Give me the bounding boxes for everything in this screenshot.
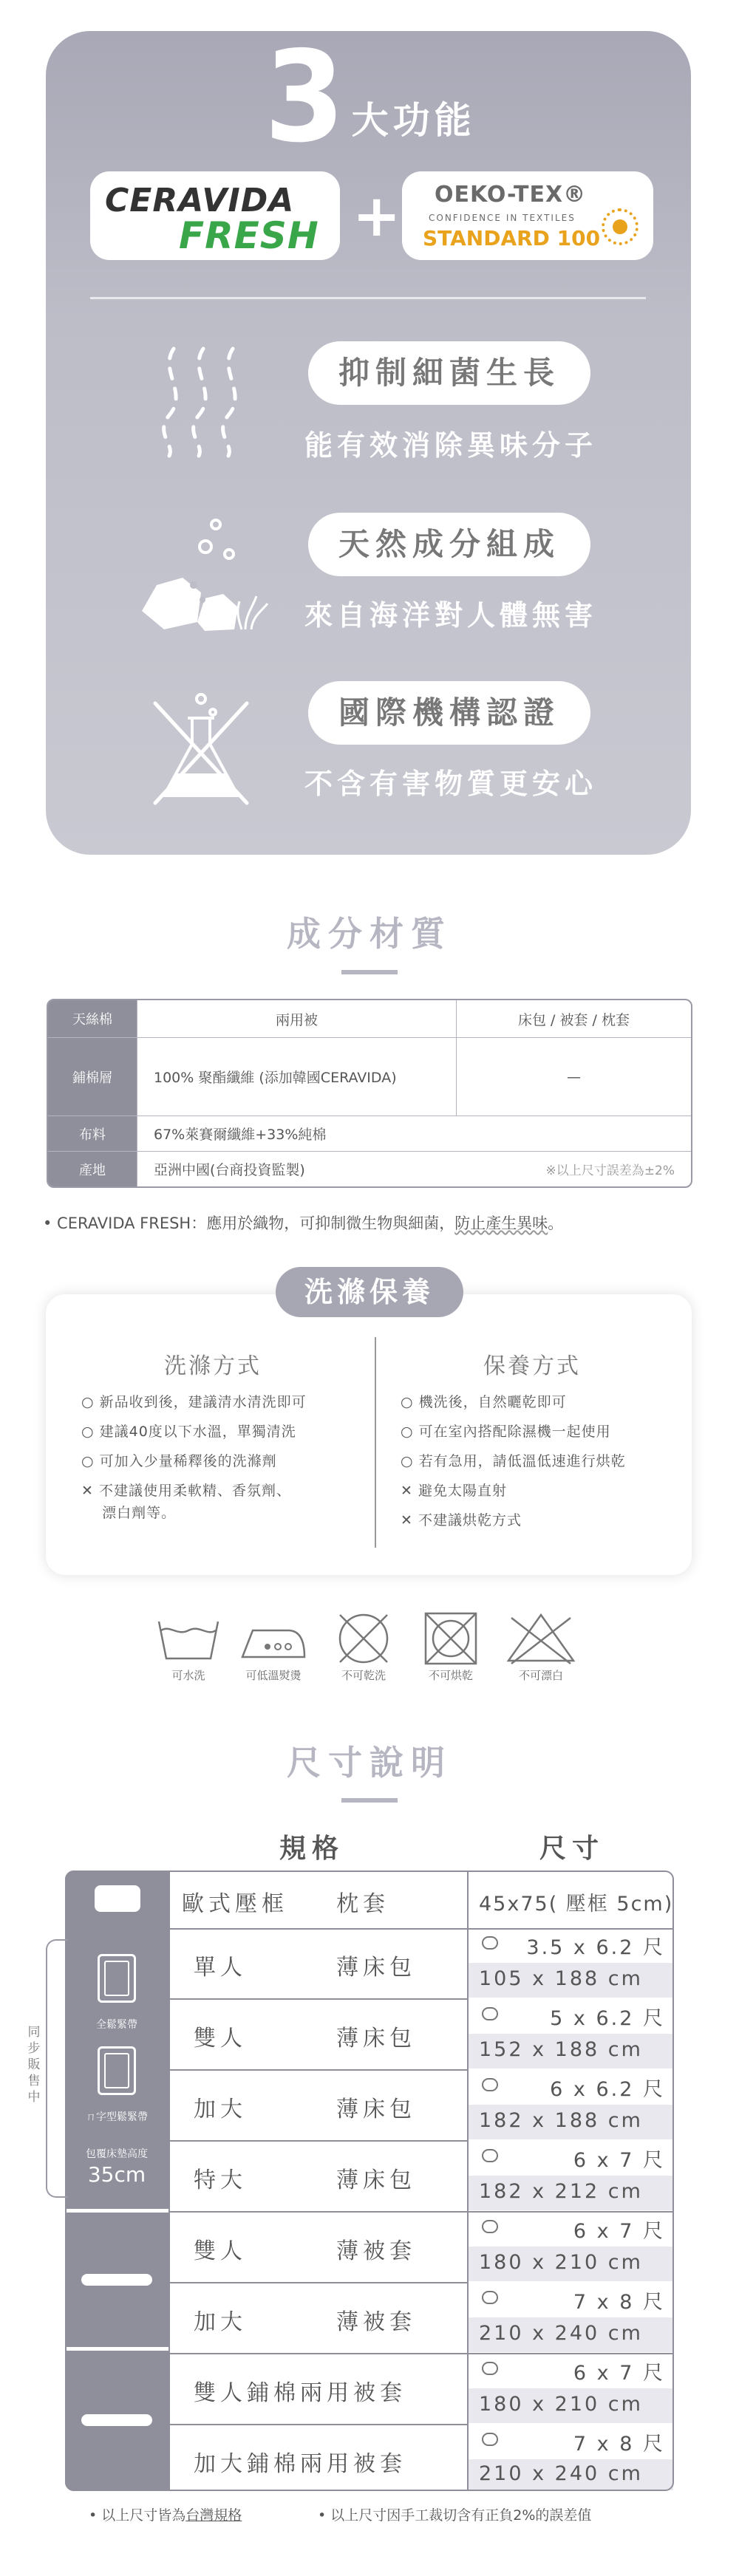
size-dim-2: 210 x 240 cm (479, 2322, 643, 2345)
keep-item: ○ 若有急用，請低溫低速進行烘乾 (401, 1453, 626, 1469)
spec-name: 加大 (194, 2097, 247, 2122)
no-bleach-label: 不可漂白 (518, 1669, 563, 1682)
oeko-confidence: CONFIDENCE IN TEXTILES (429, 213, 576, 223)
size-dim-1: 5 x 6.2 尺 (550, 2007, 665, 2030)
quilt-icon (81, 2414, 152, 2426)
footnote-underlined: 台灣規格 (185, 2507, 242, 2524)
spec-name: 雙人鋪棉兩用被套 (194, 2380, 406, 2406)
wash-item: 漂白劑等。 (81, 1505, 177, 1521)
sizes-title: 尺寸說明 (287, 1743, 452, 1783)
keep-item: ✕ 不建議烘乾方式 (401, 1512, 522, 1528)
table-header-cell: 兩用被 (137, 1000, 456, 1037)
keep-item: ✕ 避免太陽直射 (401, 1483, 507, 1499)
no-bleach-icon (504, 1610, 578, 1667)
feature-pill-antibacterial: 抑制細菌生長 (308, 341, 590, 405)
ceravida-footnote (43, 1212, 563, 1234)
row-line (168, 2353, 674, 2354)
plus-sign: + (353, 183, 401, 250)
spec-name: 雙人 (194, 2026, 247, 2051)
sync-label: 同步販售中 (27, 2025, 41, 2105)
row-line (168, 2069, 467, 2071)
hero-number: 3 (265, 24, 345, 171)
feature-desc-natural: 來自海洋對人體無害 (304, 599, 598, 632)
cushion-icon (482, 2433, 498, 2446)
table-header-cell: 床包 / 被套 / 枕套 (456, 1000, 691, 1037)
care-card (46, 1294, 692, 1575)
cushion-icon (482, 2291, 498, 2304)
height-value: 35cm (87, 2162, 146, 2187)
size-dim-1: 7 x 8 尺 (573, 2433, 665, 2456)
spec-type: 枕套 (336, 1891, 389, 1917)
table-row-label: 產地 (48, 1152, 137, 1186)
spec-name: 特大 (194, 2167, 247, 2193)
table-header-cell: 天絲棉 (48, 1000, 137, 1037)
table-row (48, 1037, 691, 1116)
spec-name: 歐式壓框 (182, 1891, 288, 1917)
footnote-text: • CERAVIDA FRESH：應用於織物，可抑制微生物與細菌， (43, 1214, 455, 1232)
cushion-icon (482, 1936, 498, 1950)
wash-heading: 洗滌方式 (164, 1353, 262, 1379)
spec-name: 雙人 (194, 2238, 247, 2264)
footnote-prefix: • 以上尺寸皆為 (89, 2507, 186, 2524)
feature-pill-certified: 國際機構認證 (308, 681, 590, 745)
u-elastic-bed-icon (98, 2046, 136, 2095)
spec-type: 薄床包 (336, 2026, 416, 2051)
row-line (168, 2282, 467, 2283)
cushion-icon (482, 2078, 498, 2091)
footnote-underlined: 防止產生異味 (454, 1214, 548, 1232)
size-dim-1: 3.5 x 6.2 尺 (526, 1936, 665, 1959)
cushion-icon (482, 2007, 498, 2020)
wash-item: ✕ 不建議使用柔軟精、香氛劑、 (81, 1483, 291, 1499)
u-elastic-label: ㄇ字型鬆緊帶 (86, 2111, 148, 2123)
size-dim-2: 105 x 188 cm (479, 1967, 643, 1990)
keep-item: ○ 可在室內搭配除濕機一起使用 (401, 1424, 611, 1440)
oeko-standard: STANDARD 100 (423, 226, 601, 250)
cushion-icon (482, 2220, 498, 2233)
height-label: 包覆床墊高度 (86, 2148, 148, 2160)
size-dim-2: 182 x 188 cm (479, 2109, 643, 2132)
wash-item: ○ 可加入少量稀釋後的洗滌劑 (81, 1453, 277, 1469)
size-dim-1: 6 x 6.2 尺 (550, 2078, 665, 2101)
wash-item: ○ 新品收到後，建議清水清洗即可 (81, 1394, 307, 1410)
composition-title-rule (341, 970, 398, 974)
table-cell: 67%萊賽爾纖維+33%純棉 (137, 1116, 691, 1151)
table-row (48, 1116, 691, 1151)
no-dryclean-icon (334, 1609, 393, 1668)
table-row-label: 布料 (48, 1116, 137, 1151)
ceravida-wordmark: CERAVIDA (105, 182, 295, 219)
spec-type: 薄床包 (336, 2167, 416, 2193)
low-iron-icon (236, 1614, 310, 1666)
spec-name: 加大 (194, 2309, 247, 2335)
column-line (168, 1870, 170, 2491)
washable-label: 可水洗 (171, 1669, 205, 1682)
pillow-icon (95, 1885, 140, 1912)
washable-icon (155, 1614, 222, 1666)
spec-type: 薄床包 (336, 1955, 416, 1981)
column-line (467, 1870, 469, 2491)
sync-bracket (46, 1939, 68, 2198)
table-cell (137, 1152, 691, 1186)
origin-value: 亞洲中國(台商投資監製) (154, 1162, 305, 1178)
features-card (46, 24, 691, 855)
sizes-title-rule (341, 1798, 398, 1803)
hero-title (46, 24, 691, 171)
ceravida-logo (90, 171, 340, 260)
size-dim-2: 210 x 240 cm (479, 2462, 643, 2485)
feature-desc-certified: 不含有害物質更安心 (304, 768, 598, 800)
low-iron-label: 可低溫熨燙 (245, 1669, 302, 1682)
spec-type: 薄被套 (336, 2309, 416, 2335)
care-divider (375, 1337, 376, 1548)
size-dim-2: 180 x 210 cm (479, 2393, 643, 2416)
no-tumble-dry-label: 不可烘乾 (428, 1669, 473, 1682)
size-dim-2: 152 x 188 cm (479, 2038, 643, 2061)
size-dim-1: 7 x 8 尺 (573, 2291, 665, 2314)
row-line (168, 2424, 467, 2425)
table-cell: 100% 聚酯纖維 (添加韓國CERAVIDA) (137, 1038, 456, 1116)
size-footnote-2: • 以上尺寸因手工裁切含有正負2%的誤差值 (318, 2507, 592, 2524)
row-line (168, 1998, 467, 2000)
full-elastic-label: 全鬆緊帶 (96, 2019, 137, 2031)
wavy-lines-icon (153, 341, 249, 459)
row-line (168, 2140, 467, 2142)
table-row-label: 鋪棉層 (48, 1038, 137, 1116)
size-dim-1: 6 x 7 尺 (573, 2220, 665, 2243)
keep-item: ○ 機洗後，自然曬乾即可 (401, 1394, 567, 1410)
oeko-sun-icon (602, 208, 638, 245)
footnote-end: 。 (548, 1214, 564, 1232)
spec-type: 薄被套 (336, 2238, 416, 2264)
table-row (48, 1151, 691, 1186)
size-dim-1: 45x75( 壓框 5cm) (479, 1893, 674, 1916)
no-chemical-flask-icon (149, 689, 253, 807)
table-cell: — (456, 1038, 691, 1116)
cushion-icon (482, 2149, 498, 2162)
composition-table (47, 999, 692, 1188)
no-tumble-dry-icon (421, 1609, 480, 1668)
spec-name: 單人 (194, 1955, 247, 1981)
care-title: 洗滌保養 (276, 1267, 463, 1317)
oeko-tex-logo (402, 171, 653, 260)
no-dryclean-label: 不可乾洗 (341, 1669, 386, 1682)
hero-subtitle: 大功能 (351, 99, 476, 142)
size-heading: 尺寸 (539, 1834, 605, 1864)
feature-pill-natural: 天然成分組成 (308, 513, 590, 576)
tolerance-note: ※以上尺寸誤差為±2% (545, 1164, 675, 1178)
table-row (48, 1000, 691, 1037)
cushion-icon (482, 2362, 498, 2375)
row-line (168, 1928, 674, 1930)
composition-title: 成分材質 (287, 914, 452, 954)
spec-heading: 規格 (279, 1834, 345, 1864)
oeko-wordmark: OEKO-TEX® (435, 182, 587, 208)
hero-divider (90, 297, 646, 299)
size-dim-1: 6 x 7 尺 (573, 2362, 665, 2385)
full-elastic-bed-icon (98, 1954, 136, 2003)
ocean-rocks-icon (134, 511, 275, 637)
row-line (168, 2211, 674, 2213)
keep-heading: 保養方式 (483, 1353, 581, 1379)
size-footnote-1 (89, 2504, 242, 2524)
duvet-icon (81, 2274, 152, 2286)
fresh-wordmark: FRESH (179, 214, 319, 257)
spec-name: 加大鋪棉兩用被套 (194, 2451, 406, 2477)
feature-desc-antibacterial: 能有效消除異味分子 (304, 429, 598, 462)
size-dim-1: 6 x 7 尺 (573, 2149, 665, 2172)
wash-item: ○ 建議40度以下水溫，單獨清洗 (81, 1424, 296, 1440)
spec-type: 薄床包 (336, 2097, 416, 2122)
size-dim-2: 180 x 210 cm (479, 2251, 643, 2274)
size-dim-2: 182 x 212 cm (479, 2180, 643, 2203)
